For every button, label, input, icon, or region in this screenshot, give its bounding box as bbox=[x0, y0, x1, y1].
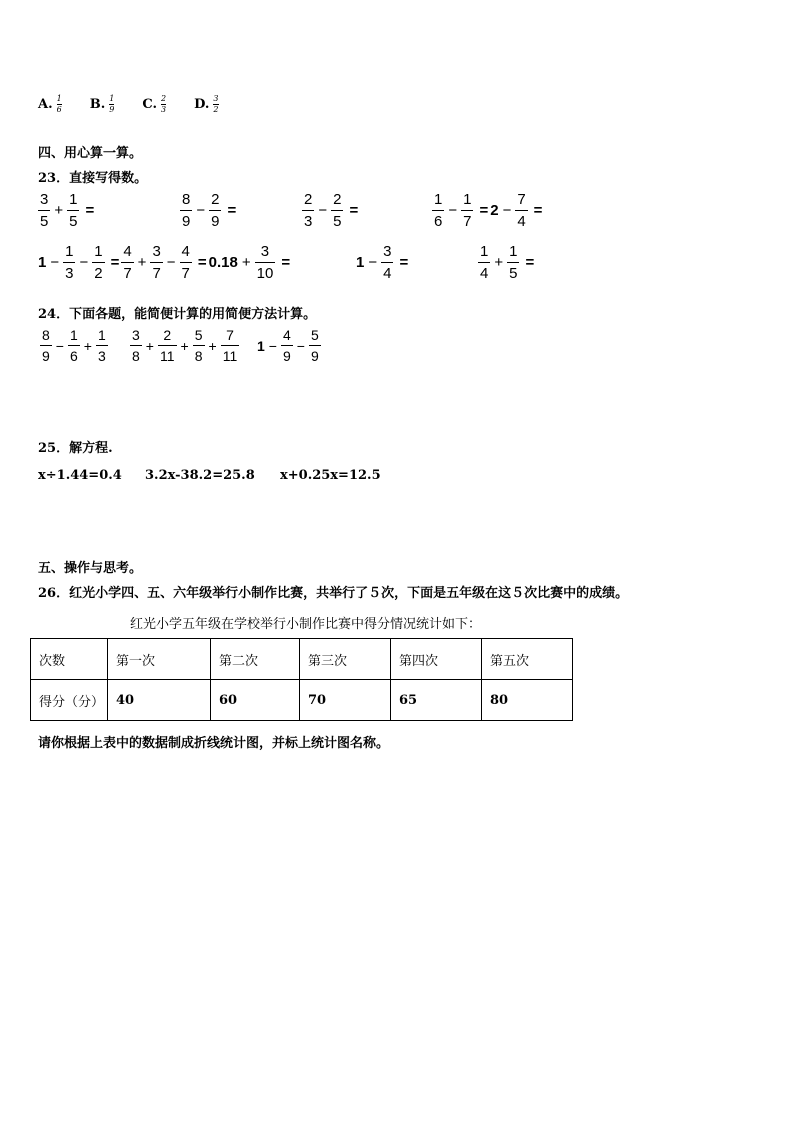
equals-sign: = bbox=[399, 254, 409, 271]
denominator: 9 bbox=[309, 345, 321, 363]
q23-expr-3 bbox=[300, 192, 358, 229]
operator: − bbox=[296, 337, 305, 354]
table-header-cell: 第一次 bbox=[108, 639, 211, 680]
number: 2 bbox=[490, 202, 499, 219]
operator: − bbox=[318, 202, 328, 219]
section-4-title: 四、用心算一算。 bbox=[38, 146, 143, 161]
operator: + bbox=[494, 254, 504, 271]
fraction bbox=[150, 244, 162, 281]
operator: + bbox=[54, 202, 64, 219]
table-cell: 得分（分） bbox=[31, 680, 108, 721]
denominator: 5 bbox=[67, 210, 79, 229]
option-b-label: B. bbox=[89, 97, 106, 112]
fraction bbox=[461, 192, 473, 229]
fraction bbox=[209, 192, 221, 229]
operator: − bbox=[268, 337, 277, 354]
fraction bbox=[221, 328, 240, 363]
denominator: 6 bbox=[68, 345, 80, 363]
fraction bbox=[158, 328, 177, 363]
operator: + bbox=[208, 337, 217, 354]
table-caption: 红光小学五年级在学校举行小制作比赛中得分情况统计如下： bbox=[130, 617, 482, 632]
denominator: 7 bbox=[461, 210, 473, 229]
number: 1 bbox=[356, 254, 365, 271]
numerator: 7 bbox=[517, 191, 526, 208]
denominator: 3 bbox=[96, 345, 108, 363]
q24-expr-3 bbox=[255, 328, 323, 363]
fraction bbox=[180, 192, 192, 229]
denominator: 9 bbox=[40, 345, 52, 363]
numerator: 4 bbox=[181, 243, 190, 260]
numerator: 8 bbox=[42, 327, 50, 343]
equals-sign: = bbox=[533, 202, 543, 219]
q25-equation-2: 3.2x-38.2=25.8 bbox=[145, 468, 255, 483]
denominator: 7 bbox=[180, 262, 192, 281]
operator: − bbox=[368, 254, 378, 271]
question-23-title: 23．直接写得数。 bbox=[38, 171, 148, 186]
numerator: 3 bbox=[383, 243, 392, 260]
q23-expr-1 bbox=[36, 192, 94, 229]
score-table bbox=[30, 638, 573, 721]
numerator: 2 bbox=[163, 327, 172, 343]
denominator: 8 bbox=[130, 345, 142, 363]
denominator: 5 bbox=[331, 210, 343, 229]
fraction bbox=[68, 328, 80, 363]
numerator: 1 bbox=[97, 327, 106, 343]
operator: + bbox=[241, 254, 251, 271]
numerator: 1 bbox=[65, 243, 74, 260]
operator: − bbox=[448, 202, 458, 219]
numerator: 4 bbox=[282, 327, 291, 343]
option-b-fraction: $\frac{1}{9}$ bbox=[109, 94, 115, 114]
numerator: 2 bbox=[304, 191, 313, 208]
question-26-title: 26．红光小学四、五、六年级举行小制作比赛，共举行了５次，下面是五年级在这５次比赛中的成绩。 bbox=[38, 586, 629, 601]
denominator: 9 bbox=[180, 210, 192, 229]
fraction bbox=[281, 328, 293, 363]
fraction bbox=[302, 192, 314, 229]
operator: + bbox=[145, 337, 154, 354]
fraction bbox=[255, 244, 276, 281]
denominator: 3 bbox=[63, 262, 75, 281]
numerator: 7 bbox=[226, 327, 234, 343]
question-24-title: 24．下面各题，能简便计算的用简便方法计算。 bbox=[38, 307, 317, 322]
numerator: 5 bbox=[194, 327, 203, 343]
table-header-cell: 第四次 bbox=[391, 639, 482, 680]
equals-sign: = bbox=[281, 254, 291, 271]
denominator: 6 bbox=[432, 210, 444, 229]
equals-sign: = bbox=[110, 254, 120, 271]
option-c-fraction: $\frac{2}{3}$ bbox=[160, 94, 167, 114]
equals-sign: = bbox=[479, 202, 489, 219]
numerator: 1 bbox=[434, 191, 443, 208]
option-c-label: C. bbox=[142, 97, 157, 112]
answer-options bbox=[38, 95, 247, 114]
question-25-title: 25．解方程. bbox=[38, 441, 113, 456]
fraction bbox=[331, 192, 343, 229]
table-header-cell: 次数 bbox=[31, 639, 108, 680]
numerator: 4 bbox=[123, 243, 132, 260]
numerator: 1 bbox=[69, 327, 78, 343]
denominator: 11 bbox=[158, 345, 177, 363]
table-cell: 60 bbox=[211, 680, 300, 721]
fraction bbox=[478, 244, 490, 281]
numerator: 2 bbox=[211, 191, 220, 208]
q23-expr-2 bbox=[178, 192, 236, 229]
fraction bbox=[432, 192, 444, 229]
denominator: 5 bbox=[507, 262, 519, 281]
number: 0.18 bbox=[208, 254, 238, 271]
fraction bbox=[309, 328, 321, 363]
option-a[interactable] bbox=[38, 95, 62, 114]
operator: − bbox=[79, 254, 89, 271]
numerator: 3 bbox=[152, 243, 161, 260]
denominator: 7 bbox=[150, 262, 162, 281]
equals-sign: = bbox=[227, 202, 237, 219]
fraction bbox=[121, 244, 133, 281]
number: 1 bbox=[257, 337, 265, 354]
denominator: 2 bbox=[92, 262, 104, 281]
numerator: 1 bbox=[509, 243, 518, 260]
operator: + bbox=[137, 254, 147, 271]
table-header-cell: 第五次 bbox=[482, 639, 573, 680]
option-d-label: D. bbox=[194, 97, 210, 112]
denominator: 5 bbox=[38, 210, 50, 229]
numerator: 1 bbox=[94, 243, 103, 260]
operator: − bbox=[50, 254, 60, 271]
equals-sign: = bbox=[197, 254, 207, 271]
fraction bbox=[92, 244, 104, 281]
denominator: 9 bbox=[209, 210, 221, 229]
denominator: 4 bbox=[515, 210, 527, 229]
option-c[interactable] bbox=[142, 95, 166, 114]
fraction bbox=[130, 328, 142, 363]
table-row bbox=[31, 680, 573, 721]
operator: − bbox=[166, 254, 176, 271]
operator: − bbox=[196, 202, 206, 219]
q23-expr-7 bbox=[476, 244, 534, 281]
fraction bbox=[180, 244, 192, 281]
number: 1 bbox=[38, 254, 47, 271]
numerator: 3 bbox=[40, 191, 49, 208]
denominator: 11 bbox=[221, 345, 240, 363]
fraction bbox=[381, 244, 393, 281]
denominator: 4 bbox=[381, 262, 393, 281]
q24-expr-2 bbox=[128, 328, 241, 363]
equals-sign: = bbox=[85, 202, 95, 219]
operator: − bbox=[55, 337, 64, 354]
denominator: 7 bbox=[121, 262, 133, 281]
denominator: 10 bbox=[255, 262, 276, 281]
question-26-instruction: 请你根据上表中的数据制成折线统计图，并标上统计图名称。 bbox=[38, 736, 390, 751]
q23-expr-5 bbox=[36, 244, 290, 281]
option-d-fraction: $\frac{3}{2}$ bbox=[213, 94, 219, 114]
table-header-cell: 第三次 bbox=[300, 639, 391, 680]
fraction bbox=[507, 244, 519, 281]
option-d[interactable] bbox=[194, 95, 218, 114]
numerator: 8 bbox=[182, 191, 191, 208]
fraction bbox=[40, 328, 52, 363]
equals-sign: = bbox=[349, 202, 359, 219]
q24-expr-1 bbox=[38, 328, 110, 363]
denominator: 9 bbox=[281, 345, 293, 363]
option-b[interactable] bbox=[90, 95, 115, 114]
equals-sign: = bbox=[525, 254, 535, 271]
table-header-cell: 第二次 bbox=[211, 639, 300, 680]
table-cell: 65 bbox=[391, 680, 482, 721]
option-a-label: A. bbox=[38, 97, 53, 112]
fraction bbox=[67, 192, 79, 229]
table-header-row bbox=[31, 639, 573, 680]
fraction bbox=[63, 244, 75, 281]
denominator: 3 bbox=[302, 210, 314, 229]
numerator: 1 bbox=[480, 243, 489, 260]
q25-equation-1: x÷1.44=0.4 bbox=[38, 468, 122, 483]
section-5-title: 五、操作与思考。 bbox=[38, 561, 143, 576]
fraction bbox=[38, 192, 50, 229]
numerator: 5 bbox=[310, 327, 319, 343]
q23-expr-4 bbox=[430, 192, 542, 229]
fraction bbox=[193, 328, 205, 363]
denominator: 8 bbox=[193, 345, 205, 363]
numerator: 1 bbox=[69, 191, 78, 208]
q25-equation-3: x+0.25x=12.5 bbox=[280, 468, 381, 483]
operator: + bbox=[180, 337, 189, 354]
denominator: 4 bbox=[478, 262, 490, 281]
operator: − bbox=[502, 202, 512, 219]
q23-expr-6 bbox=[354, 244, 408, 281]
fraction bbox=[515, 192, 527, 229]
operator: + bbox=[83, 337, 92, 354]
table-cell: 80 bbox=[482, 680, 573, 721]
numerator: 2 bbox=[333, 191, 342, 208]
fraction bbox=[96, 328, 108, 363]
numerator: 1 bbox=[463, 191, 472, 208]
numerator: 3 bbox=[260, 243, 270, 260]
table-cell: 40 bbox=[108, 680, 211, 721]
table-cell: 70 bbox=[300, 680, 391, 721]
option-a-fraction: $\frac{1}{6}$ bbox=[56, 94, 62, 114]
numerator: 3 bbox=[132, 327, 140, 343]
